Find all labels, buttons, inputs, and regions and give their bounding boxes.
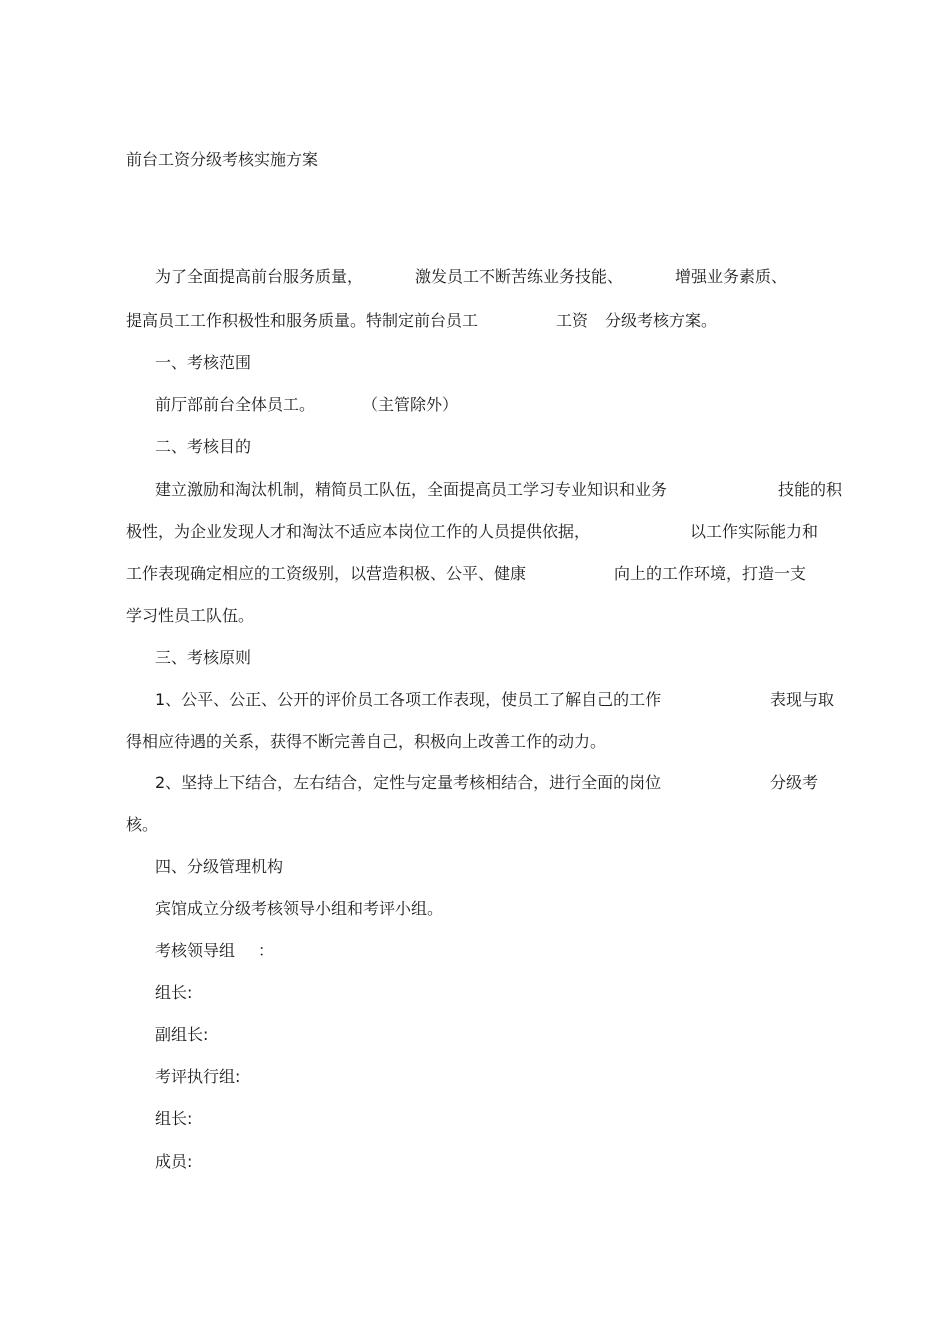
intro-line1-part1: 为了全面提高前台服务质量， [155, 267, 364, 286]
section1-note: （主管除外） [362, 395, 459, 414]
exec-leader-label: 组长: [155, 1109, 193, 1128]
section3-p2-line2: 核。 [126, 815, 159, 834]
intro-line2-part2: 工资 [556, 311, 589, 330]
section3-p1-line1-part1: 1、公平、公正、公开的评价员工各项工作表现，使员工了解自己的工作 [155, 690, 662, 709]
members-label: 成员: [155, 1152, 193, 1171]
exec-group-label: 考评执行组: [155, 1067, 241, 1086]
leader-group-colon: ： [258, 941, 275, 960]
section2-line1-part2: 技能的积 [778, 480, 843, 499]
leader-group-label: 考核领导组 [155, 941, 236, 960]
section3-heading: 三、考核原则 [155, 648, 252, 667]
section3-p2-line1-part1: 2、坚持上下结合，左右结合，定性与定量考核相结合，进行全面的岗位 [155, 773, 662, 792]
section2-heading: 二、考核目的 [155, 437, 252, 456]
section3-p1-line1-part2: 表现与取 [770, 690, 835, 709]
section2-line2-part2: 以工作实际能力和 [690, 522, 819, 541]
intro-line2-part3: 分级考核方案。 [605, 311, 718, 330]
section1-heading: 一、考核范围 [155, 353, 252, 372]
section4-body: 宾馆成立分级考核领导小组和考评小组。 [155, 899, 444, 918]
section2-line3-part2: 向上的工作环境，打造一支 [614, 564, 807, 583]
section2-line3-part1: 工作表现确定相应的工资级别，以营造积极、公平、健康 [126, 564, 527, 583]
section2-line2-part1: 极性，为企业发现人才和淘汰不适应本岗位工作的人员提供依据， [126, 522, 591, 541]
vice-leader-label: 副组长: [155, 1025, 209, 1044]
section4-heading: 四、分级管理机构 [155, 857, 284, 876]
section1-body: 前厅部前台全体员工。 [155, 395, 316, 414]
intro-line1-part3: 增强业务素质、 [675, 267, 788, 286]
section3-p2-line1-part2: 分级考 [770, 773, 819, 792]
document-title: 前台工资分级考核实施方案 [126, 150, 319, 169]
section3-p1-line2: 得相应待遇的关系，获得不断完善自己，积极向上改善工作的动力。 [126, 732, 607, 751]
intro-line2-part1: 提高员工工作积极性和服务质量。特制定前台员工 [126, 311, 479, 330]
section2-line4: 学习性员工队伍。 [126, 606, 255, 625]
leader-label: 组长: [155, 983, 193, 1002]
section2-line1-part1: 建立激励和淘汰机制，精简员工队伍，全面提高员工学习专业知识和业务 [155, 480, 668, 499]
intro-line1-part2: 激发员工不断苦练业务技能、 [415, 267, 624, 286]
